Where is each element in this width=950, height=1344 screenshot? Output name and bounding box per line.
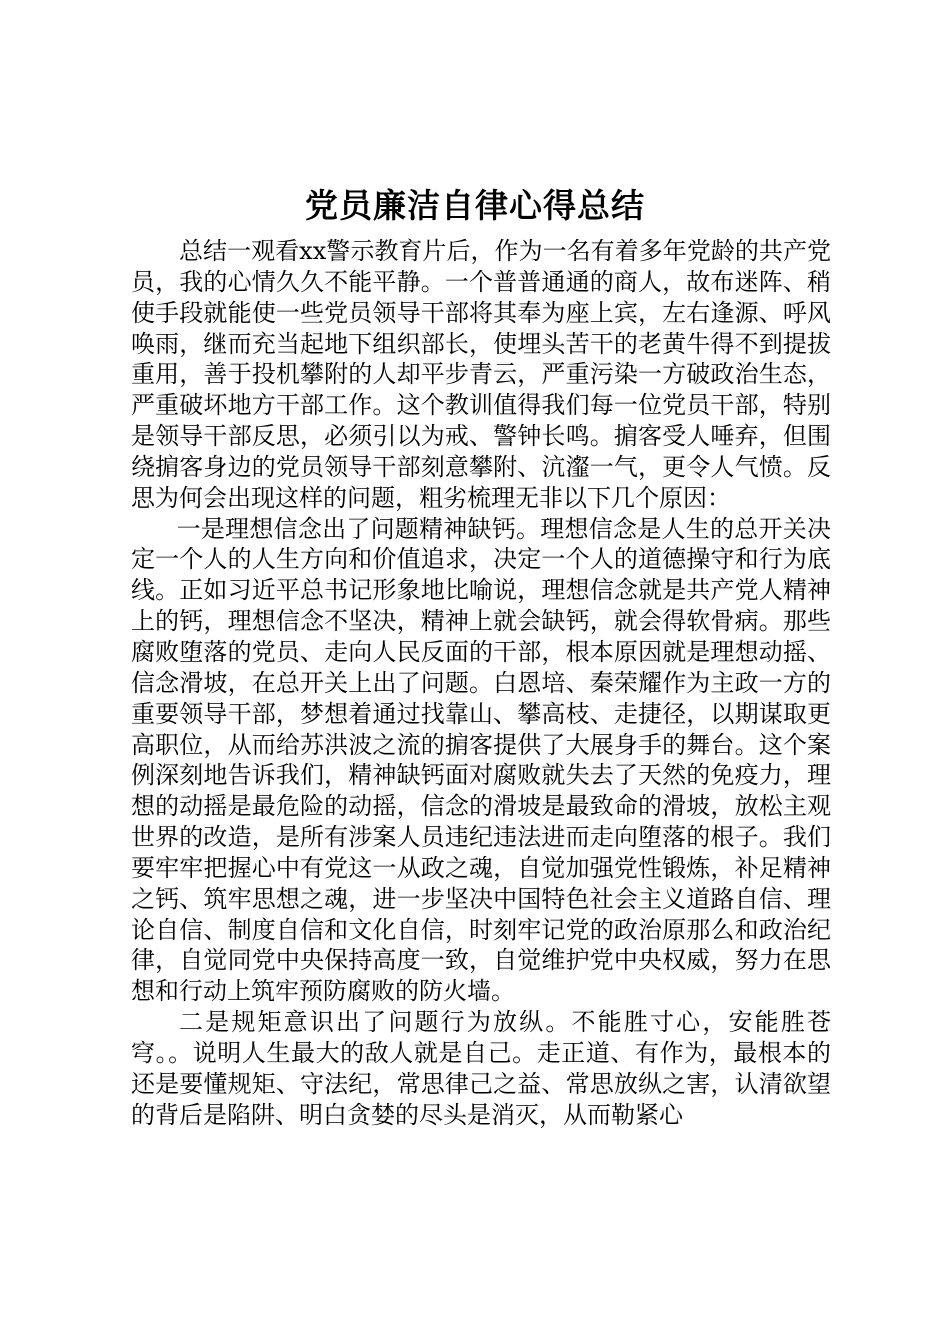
paragraph-point-two: 二是规矩意识出了问题行为放纵。不能胜寸心，安能胜苍穹。。说明人生最大的敌人就是自己。走正道、有作为，最根本的还是要懂规矩、守法纪，常思律己之益、常思放纵之害，认清欲望的背后是陷阱、明白贪婪的尽头是消灭，从而勒紧心 — [131, 1008, 831, 1129]
document-title: 党员廉洁自律心得总结 — [305, 186, 645, 225]
paragraph-intro: 总结一观看xx警示教育片后，作为一名有着多年党龄的共产党员，我的心情久久不能平静。一个普普通通的商人，故布迷阵、稍使手段就能使一些党员领导干部将其奉为座上宾，左右逢源、呼风唤雨，继而充当起地下组织部长，使埋头苦干的老黄牛得不到提拔重用，善于投机攀附的人却平步青云，严重污染一方破政治生态，严重破坏地方干部工作。这个教训值得我们每一位党员干部，特别是领导干部反思，必须引以为戒、警钟长鸣。掮客受人唾弃，但围绕掮客身边的党员领导干部刻意攀附、沆瀣一气，更令人气愤。反思为何会出现这样的问题，粗劣梳理无非以下几个原因： — [131, 237, 831, 512]
document-body — [131, 236, 831, 1130]
paragraph-point-one: 一是理想信念出了问题精神缺钙。理想信念是人生的总开关决定一个人的人生方向和价值追求，决定一个人的道德操守和行为底线。正如习近平总书记形象地比喻说，理想信念就是共产党人精神上的钙，理想信念不坚决，精神上就会缺钙，就会得软骨病。那些腐败堕落的党员、走向人民反面的干部，根本原因就是理想动摇、信念滑坡，在总开关上出了问题。白恩培、秦荣耀作为主政一方的重要领导干部，梦想着通过找靠山、攀高枝、走捷径，以期谋取更高职位，从而给苏洪波之流的掮客提供了大展身手的舞台。这个案例深刻地告诉我们，精神缺钙面对腐败就失去了天然的免疫力，理想的动摇是最危险的动摇，信念的滑坡是最致命的滑坡，放松主观世界的改造，是所有涉案人员违纪违法进而走向堕落的根子。我们要牢牢把握心中有党这一从政之魂，自觉加强党性锻炼，补足精神之钙、筑牢思想之魂，进一步坚决中国特色社会主义道路自信、理论自信、制度自信和文化自信，时刻牢记党的政治原那么和政治纪律，自觉同党中央保持高度一致，自觉维护党中央权威，努力在思想和行动上筑牢预防腐败的防火墙。 — [131, 514, 831, 1006]
